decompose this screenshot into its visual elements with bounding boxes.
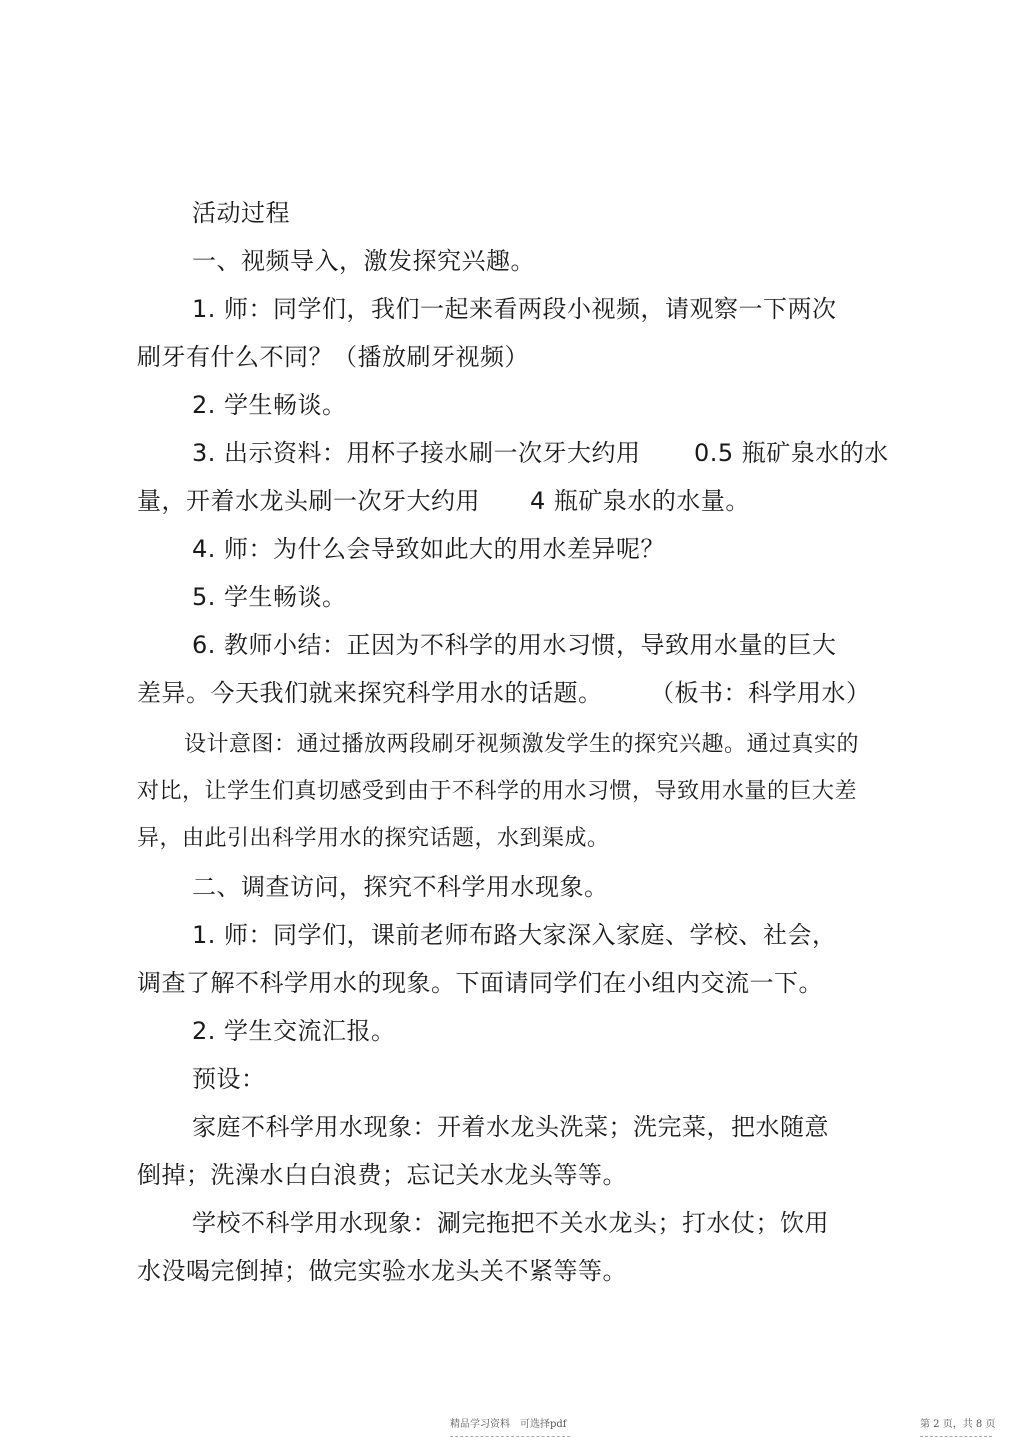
school-line2: 水没喝完倒掉；做完实验水龙头关不紧等等。 xyxy=(137,1257,627,1285)
home-line1: 家庭不科学用水现象：开着水龙头洗菜；洗完菜，把水随意 xyxy=(192,1113,829,1141)
item3-line1-b: 0.5 瓶矿泉水的水 xyxy=(694,439,889,467)
section1-title: 一、视频导入，激发探究兴趣。 xyxy=(192,247,535,275)
item3-line2-b: 4 瓶矿泉水的水量。 xyxy=(530,487,750,515)
preset-label: 预设： xyxy=(192,1065,266,1093)
item2: 2. 学生畅谈。 xyxy=(192,391,347,419)
s2-item2: 2. 学生交流汇报。 xyxy=(192,1017,396,1045)
footer-left-divider xyxy=(450,1436,570,1437)
item6-line1: 6. 教师小结：正因为不科学的用水习惯，导致用水量的巨大 xyxy=(192,631,837,659)
design-intent-line3: 异，由此引出科学用水的探究话题，水到渠成。 xyxy=(137,826,610,851)
item1-line2: 刷牙有什么不同？（播放刷牙视频） xyxy=(137,343,529,371)
footer-watermark-text: 精品学习资料 可选择pdf xyxy=(450,1419,567,1430)
footer-page-number: 第 2 页，共 8 页 xyxy=(920,1419,996,1430)
item6-line2-a: 差异。今天我们就来探究科学用水的话题。 xyxy=(137,679,603,707)
activity-heading: 活动过程 xyxy=(192,199,290,227)
item3-line1-a: 3. 出示资料：用杯子接水刷一次牙大约用 xyxy=(192,439,641,467)
s2-item1-line2: 调查了解不科学用水的现象。下面请同学们在小组内交流一下。 xyxy=(137,969,823,997)
design-intent-line1: 设计意图：通过播放两段刷牙视频激发学生的探究兴趣。通过真实的 xyxy=(184,732,860,757)
item3-line2-a: 量，开着水龙头刷一次牙大约用 xyxy=(137,487,480,515)
design-intent-line2: 对比，让学生们真切感受到由于不科学的用水习惯，导致用水量的巨大差 xyxy=(137,779,858,804)
item5: 5. 学生畅谈。 xyxy=(192,583,347,611)
footer-right-divider xyxy=(920,1436,992,1437)
item1-line1: 1. 师：同学们，我们一起来看两段小视频，请观察一下两次 xyxy=(192,295,837,323)
s2-item1-line1: 1. 师：同学们，课前老师布路大家深入家庭、学校、社会， xyxy=(192,921,837,949)
school-line1: 学校不科学用水现象：涮完拖把不关水龙头；打水仗；饮用 xyxy=(192,1209,829,1237)
section2-title: 二、调查访问，探究不科学用水现象。 xyxy=(192,873,609,901)
home-line2: 倒掉；洗澡水白白浪费；忘记关水龙头等等。 xyxy=(137,1161,627,1189)
item4: 4. 师：为什么会导致如此大的用水差异呢？ xyxy=(192,535,666,563)
item6-line2-b: （板书：科学用水） xyxy=(650,679,871,707)
